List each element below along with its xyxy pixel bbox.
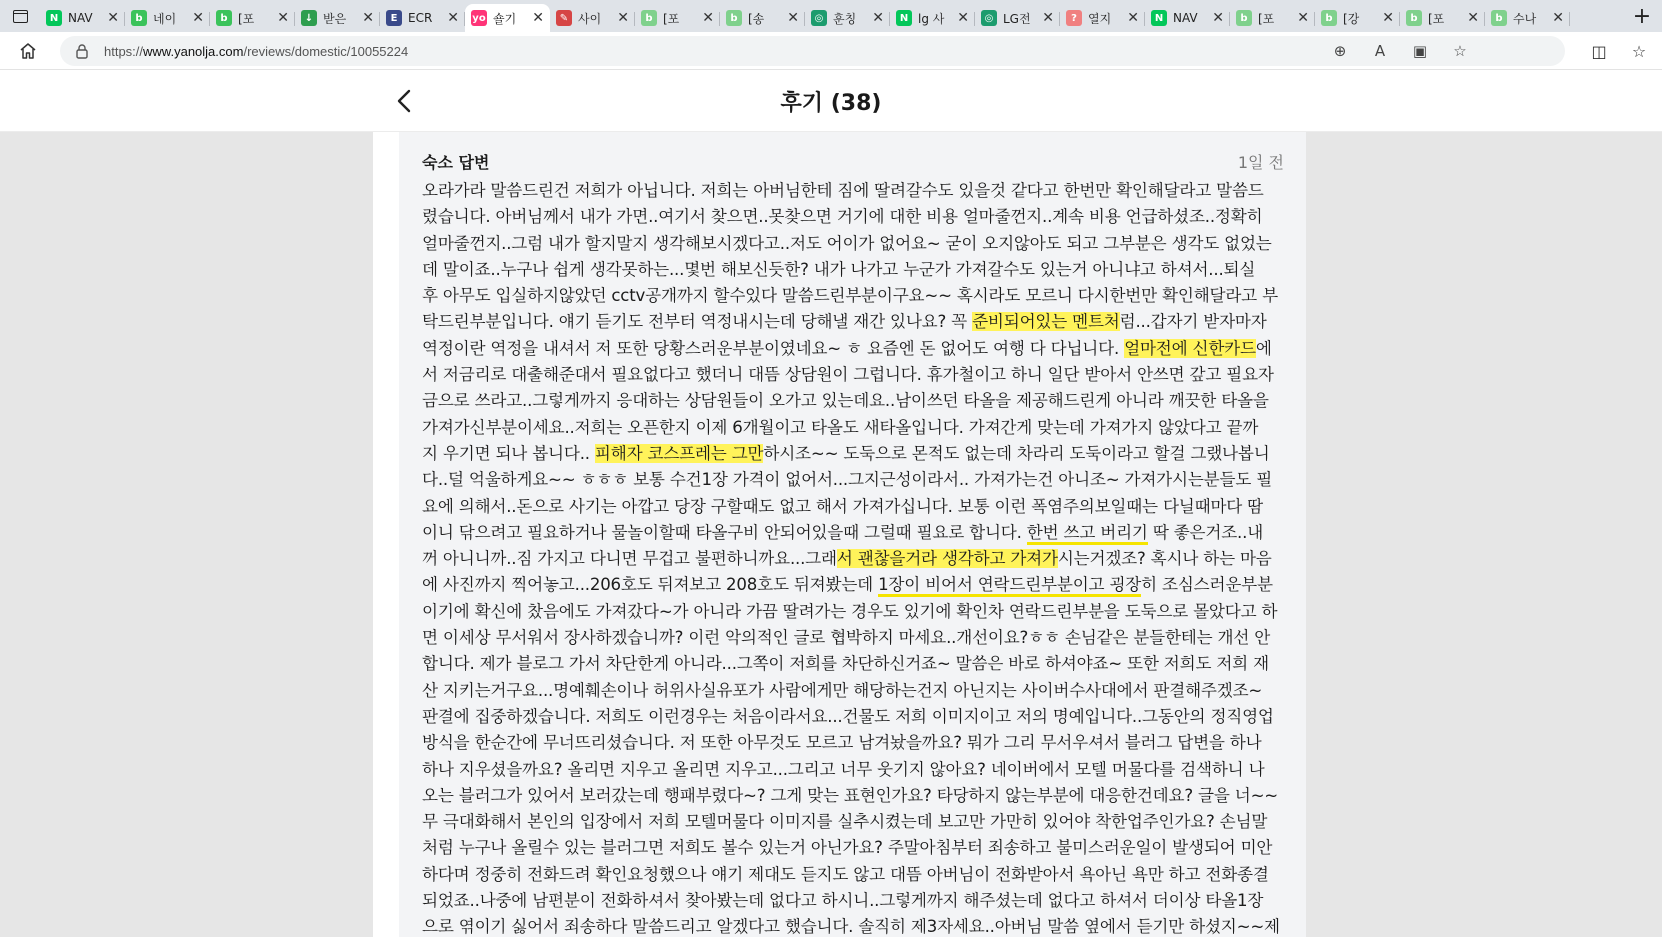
tab-close-icon[interactable]: ✕ — [532, 10, 544, 26]
reply-text-segment: 시는거겠조? 혹시나 하는 마음 — [1057, 549, 1272, 569]
address-bar-row — [0, 32, 1662, 70]
browser-tab[interactable] — [1145, 4, 1230, 32]
tab-favicon-icon: ◎ — [981, 10, 997, 26]
reply-text-segment: 으로 엮이기 싫어서 죄송하다 말씀드리고 알겠다고 했습니다. 솔직히 제3자세요..아버님 말씀 옆에서 듣기만 하셨지~~제 — [422, 917, 1280, 937]
browser-tab[interactable] — [295, 4, 380, 32]
tab-title: [포 — [1428, 11, 1445, 26]
home-icon — [19, 42, 37, 60]
reply-text-segment: 이기에 확신에 찼음에도 가져갔다~가 아니라 가끔 딸려가는 경우도 있기에 확인차 연락드린부분을 도둑으로 몰았다고 하 — [422, 601, 1278, 621]
tab-favicon-icon: yo — [471, 10, 487, 26]
reply-text-segment: 하다며 정중히 전화드려 확인요청했으나 얘기 제대도 듣지도 않고 대뜸 아버님이 전화받아서 욕아닌 욕만 하고 전화종결 — [422, 864, 1269, 884]
reply-line — [422, 757, 1284, 783]
reply-text-segment: 합니다. 제가 블로그 가서 차단한게 아니라...그쪽이 저희를 차단하신거죠~ 말씀은 바로 하셔야죠~ 또한 저희도 저희 재 — [422, 654, 1269, 674]
browser-tab[interactable] — [975, 4, 1060, 32]
tab-close-icon[interactable]: ✕ — [362, 10, 374, 26]
tab-favicon-icon: b — [1236, 10, 1252, 26]
reply-line — [422, 678, 1284, 704]
tab-favicon-icon: b — [1406, 10, 1422, 26]
reply-line — [422, 467, 1284, 493]
reply-line — [422, 415, 1284, 441]
tab-favicon-icon: N — [46, 10, 62, 26]
tab-list — [40, 0, 1570, 32]
tab-close-icon[interactable]: ✕ — [1042, 10, 1054, 26]
reply-line — [422, 231, 1284, 257]
reply-line — [422, 388, 1284, 414]
immersive-reader-icon[interactable]: ▣ — [1412, 42, 1428, 60]
tab-close-icon[interactable]: ✕ — [872, 10, 884, 26]
tab-close-icon[interactable]: ✕ — [617, 10, 629, 26]
tab-title: 숄기 — [493, 11, 517, 26]
tab-actions-menu[interactable] — [0, 0, 40, 32]
highlighted-text: 준비되어있는 멘트처 — [972, 312, 1120, 332]
reply-line — [422, 309, 1284, 335]
reply-text-segment: 탁드린부분입니다. 얘기 듣기도 전부터 역정내시는데 당해낼 재간 있나요? 꼭 — [422, 312, 973, 332]
highlighted-text: 서 괜찮을거라 생각하고 가져가 — [836, 549, 1058, 569]
tab-title: [포 — [663, 11, 680, 26]
tab-close-icon[interactable]: ✕ — [447, 10, 459, 26]
reply-text-segment: 렸습니다. 아버님께서 내가 가면..여기서 찾으면..못찾으면 거기에 대한 비용 얼마줄껀지..계속 비용 언급하셨조..정확히 — [422, 207, 1263, 227]
tab-favicon-icon: E — [386, 10, 402, 26]
tab-title: 수나 — [1513, 11, 1537, 26]
tab-close-icon[interactable]: ✕ — [107, 10, 119, 26]
new-tab-button[interactable]: + — [1632, 3, 1652, 29]
reply-line — [422, 651, 1284, 677]
reply-line — [422, 704, 1284, 730]
tab-title: lg 사 — [918, 11, 945, 26]
reply-line — [422, 835, 1284, 861]
reply-line — [422, 204, 1284, 230]
tab-favicon-icon: N — [1151, 10, 1167, 26]
reply-line — [422, 809, 1284, 835]
tab-close-icon[interactable]: ✕ — [702, 10, 714, 26]
tab-close-icon[interactable]: ✕ — [787, 10, 799, 26]
reply-line — [422, 730, 1284, 756]
browser-toolbar-right — [1588, 36, 1650, 66]
reply-text-segment: 꺼 아니니까..짐 가지고 다니면 무겁고 불편하니까요...그래 — [422, 549, 837, 569]
browser-tab[interactable] — [550, 4, 635, 32]
reply-text-segment: 하시조~~ 도둑으로 몬적도 없는데 차라리 도둑이라고 할걸 그랬나봅니 — [763, 443, 1270, 463]
reply-text-segment: 딱 좋은거조..내 — [1147, 522, 1264, 542]
tab-title: LG전 — [1003, 11, 1031, 26]
tab-strip — [0, 0, 1662, 32]
reply-line — [422, 625, 1284, 651]
tab-favicon-icon: ◎ — [811, 10, 827, 26]
reply-line — [422, 257, 1284, 283]
tab-favicon-icon: b — [216, 10, 232, 26]
reply-line — [422, 362, 1284, 388]
reply-text-segment: 처럼 누구나 올릴수 있는 블러그면 저희도 볼수 있는거 아닌가요? 주말아침부터 죄송하고 불미스러운일이 발생되어 미안 — [422, 838, 1273, 858]
tab-close-icon[interactable]: ✕ — [1127, 10, 1139, 26]
tab-title: NAV — [1173, 11, 1198, 25]
browser-tab[interactable] — [125, 4, 210, 32]
underlined-text: 1장이 비어서 연락드린부분이고 굉장 — [878, 575, 1141, 597]
tab-close-icon[interactable]: ✕ — [1382, 10, 1394, 26]
tab-close-icon[interactable]: ✕ — [1297, 10, 1309, 26]
browser-tab[interactable] — [805, 4, 890, 32]
reply-text-segment: 가져가신부분이세요..저희는 오픈한지 이제 6개월이고 타올도 새타올입니다. 가져간게 맞는데 가져가지 않았다고 끝까 — [422, 417, 1259, 437]
tab-favicon-icon: b — [131, 10, 147, 26]
tab-favicon-icon: ? — [1066, 10, 1082, 26]
lock-icon — [74, 43, 90, 59]
tab-title: ECR — [408, 11, 433, 25]
reply-text-segment: 에 사진까지 찍어놓고...206호도 뒤져보고 208호도 뒤져봤는데 — [422, 575, 879, 595]
reply-text-segment: 되었죠..나중에 남편분이 전화하셔서 찾아봤는데 없다고 하시니..그렇게까지 해주셨는데 없다고 하셔서 더이상 타올1장 — [422, 891, 1264, 911]
home-button[interactable] — [14, 37, 42, 65]
tab-favicon-icon: b — [1491, 10, 1507, 26]
reply-text-segment: 판결에 집중하겠습니다. 저희도 이런경우는 처음이라서요...건물도 저희 이미지이고 저의 명예입니다..그동안의 정직영업 — [422, 706, 1274, 726]
tab-close-icon[interactable]: ✕ — [1552, 10, 1564, 26]
reply-text-segment: 서 저금리로 대출해준대서 필요없다고 했더니 대뜸 상담원이 그럽니다. 휴가철이고 하니 일단 받아서 안쓰면 갚고 필요자 — [422, 365, 1274, 385]
reply-line — [422, 546, 1284, 572]
tab-title: 훈칭 — [833, 11, 857, 26]
reply-line — [422, 783, 1284, 809]
owner-reply-date: 1일 전 — [1237, 153, 1284, 172]
tab-actions-icon — [13, 10, 28, 23]
owner-reply-label: 숙소 답변 — [422, 153, 490, 172]
reply-text-segment: 오라가라 말씀드린건 저희가 아닙니다. 저희는 아버님한테 짐에 딸려갈수도 있을것 같다고 한번만 확인해달라고 말씀드 — [422, 181, 1264, 200]
reply-line — [422, 441, 1284, 467]
reply-text-segment: 방식을 한순간에 무너뜨리셨습니다. 저 또한 아무것도 모르고 남겨놨을까요? 뭐가 그리 무서우셔서 블러그 답변을 하나 — [422, 733, 1262, 753]
reply-text-segment: 럼...갑자기 받자마자 — [1119, 312, 1267, 332]
reply-text-segment: 후 아무도 입실하지않았던 cctv공개까지 할수있다 말씀드린부분이구요~~ 혹시라도 모르니 다시한번만 확인해달라고 부 — [422, 286, 1278, 306]
browser-tab[interactable] — [1060, 4, 1145, 32]
reply-text-segment: 지 우기면 되나 봅니다.. — [422, 443, 595, 463]
browser-tab[interactable] — [1315, 4, 1400, 32]
tab-title: [송 — [748, 11, 765, 26]
browser-tab[interactable] — [635, 4, 720, 32]
reply-text-segment: 요에 의해서..돈으로 사기는 아깝고 당장 구할때도 없고 해서 가져가십니다. 보통 이런 폭염주의보일때는 다닐때마다 땀 — [422, 496, 1264, 516]
favorites-list-icon[interactable]: ☆ — [1631, 41, 1647, 61]
reply-line — [422, 520, 1284, 546]
reply-line — [422, 914, 1284, 937]
tab-favicon-icon: N — [896, 10, 912, 26]
underlined-text: 한번 쓰고 버리기 — [1027, 523, 1148, 545]
address-bar[interactable] — [60, 36, 1565, 66]
reply-text-segment: 역정이란 역정을 내셔서 저 또한 당황스러운부분이였네요~ ㅎ 요즘엔 돈 없어도 여행 다 다닙니다. — [422, 338, 1125, 358]
browser-tab[interactable] — [1230, 4, 1315, 32]
read-aloud-icon[interactable]: A — [1374, 42, 1386, 60]
browser-tab[interactable] — [465, 4, 550, 32]
browser-tab[interactable] — [1485, 4, 1570, 32]
reply-line — [422, 494, 1284, 520]
browser-tab[interactable] — [210, 4, 295, 32]
reply-text-segment: 면 이세상 무서워서 장사하겠습니까? 이런 악의적인 글로 협박하지 마세요..개선이요?ㅎㅎ 손님같은 분들한테는 개선 안 — [422, 628, 1271, 648]
reply-text-segment: 하나 지우셨을까요? 올리면 지우고 올리면 지우고...그리고 너무 웃기지 않아요? 네이버에서 모텔 머물다를 검색하니 나 — [422, 759, 1265, 779]
tab-title: [강 — [1343, 11, 1360, 26]
tab-favicon-icon: b — [726, 10, 742, 26]
browser-tab[interactable] — [720, 4, 805, 32]
reply-text-segment: 데 말이죠..누구나 쉽게 생각못하는...몇번 해보신듯한? 내가 나가고 누군가 가져갈수도 있는거 아니냐고 하셔서...퇴실 — [422, 259, 1256, 279]
reply-text-segment: 에 — [1255, 338, 1272, 358]
tab-favicon-icon: ↓ — [301, 10, 317, 26]
reply-text-segment: 얼마줄껀지..그럼 내가 할지말지 생각해보시겠다고..저도 어이가 없어요~ 굳이 오지않아도 되고 그부분은 생각도 없었는 — [422, 233, 1272, 253]
reply-line — [422, 336, 1284, 362]
tab-favicon-icon: ✎ — [556, 10, 572, 26]
tab-title: 열지 — [1088, 11, 1112, 26]
highlighted-text: 피해자 코스프레는 그만 — [594, 443, 764, 463]
tab-close-icon[interactable]: ✕ — [957, 10, 969, 26]
reply-line — [422, 572, 1284, 598]
address-bar-actions — [1331, 36, 1469, 66]
browser-tab[interactable] — [380, 4, 465, 32]
reply-line — [422, 283, 1284, 309]
tab-title: 네이 — [153, 11, 177, 26]
reply-text-segment: 히 조심스러운부분 — [1141, 575, 1273, 595]
url-text[interactable]: https://www.yanolja.com/reviews/domestic/10055224 — [104, 43, 409, 59]
tab-title: 받은 — [323, 11, 347, 26]
reply-line — [422, 599, 1284, 625]
page-title: 후기 (38) — [780, 91, 882, 116]
reply-text-segment: 무 극대화해서 본인의 입장에서 저희 모텔머물다 이미지를 실추시켰는데 보고만 가만히 있어야 착한업주인가요? 손님말 — [422, 812, 1268, 832]
reply-line — [422, 888, 1284, 914]
tab-close-icon[interactable]: ✕ — [1212, 10, 1224, 26]
reply-text-segment: 다..덜 억울하게요~~ ㅎㅎㅎ 보통 수건1장 가격이 없어서...그지근성이라서.. 가져가는건 아니조~ 가져가시는분들도 필 — [422, 470, 1273, 490]
tab-title: 사이 — [578, 11, 602, 26]
owner-reply-text — [422, 178, 1284, 937]
browser-tab[interactable] — [890, 4, 975, 32]
reply-line — [422, 862, 1284, 888]
favorite-star-icon[interactable]: ☆ — [1453, 42, 1467, 60]
tab-close-icon[interactable]: ✕ — [192, 10, 204, 26]
owner-reply-header — [422, 150, 1284, 172]
tab-title: NAV — [68, 11, 93, 25]
zoom-icon[interactable]: ⊕ — [1333, 42, 1347, 60]
tab-close-icon[interactable]: ✕ — [1467, 10, 1479, 26]
reply-text-segment: 이니 닦으려고 필요하거나 물놀이할때 타올구비 안되어있을때 그럴때 필요로 합니다. — [422, 522, 1027, 542]
browser-tab[interactable] — [40, 4, 125, 32]
tab-close-icon[interactable]: ✕ — [277, 10, 289, 26]
reply-text-segment: 오는 블러그가 있어서 보러갔는데 행패부렸다~? 그게 맞는 표현인가요? 타당하지 않는부분에 대응한건데요? 글을 너~~ — [422, 785, 1278, 805]
tab-title: [포 — [1258, 11, 1275, 26]
reply-text-segment: 금으로 쓰라고..그렇게까지 응대하는 상담원들이 오가고 있는데요..남이쓰던 타올을 제공해드린게 아니라 깨끗한 타올을 — [422, 391, 1269, 411]
tab-title: [포 — [238, 11, 255, 26]
reply-line — [422, 178, 1284, 204]
reply-text-segment: 산 지키는거구요...명예훼손이나 허위사실유포가 사람에게만 해당하는건지 아닌지는 사이버수사대에서 판결해주겠조~ — [422, 680, 1263, 700]
highlighted-text: 얼마전에 신한카드 — [1124, 338, 1256, 358]
tab-favicon-icon: b — [641, 10, 657, 26]
tab-favicon-icon: b — [1321, 10, 1337, 26]
browser-tab[interactable] — [1400, 4, 1485, 32]
page-header — [0, 70, 1662, 132]
split-screen-icon[interactable]: ◫ — [1591, 41, 1607, 61]
